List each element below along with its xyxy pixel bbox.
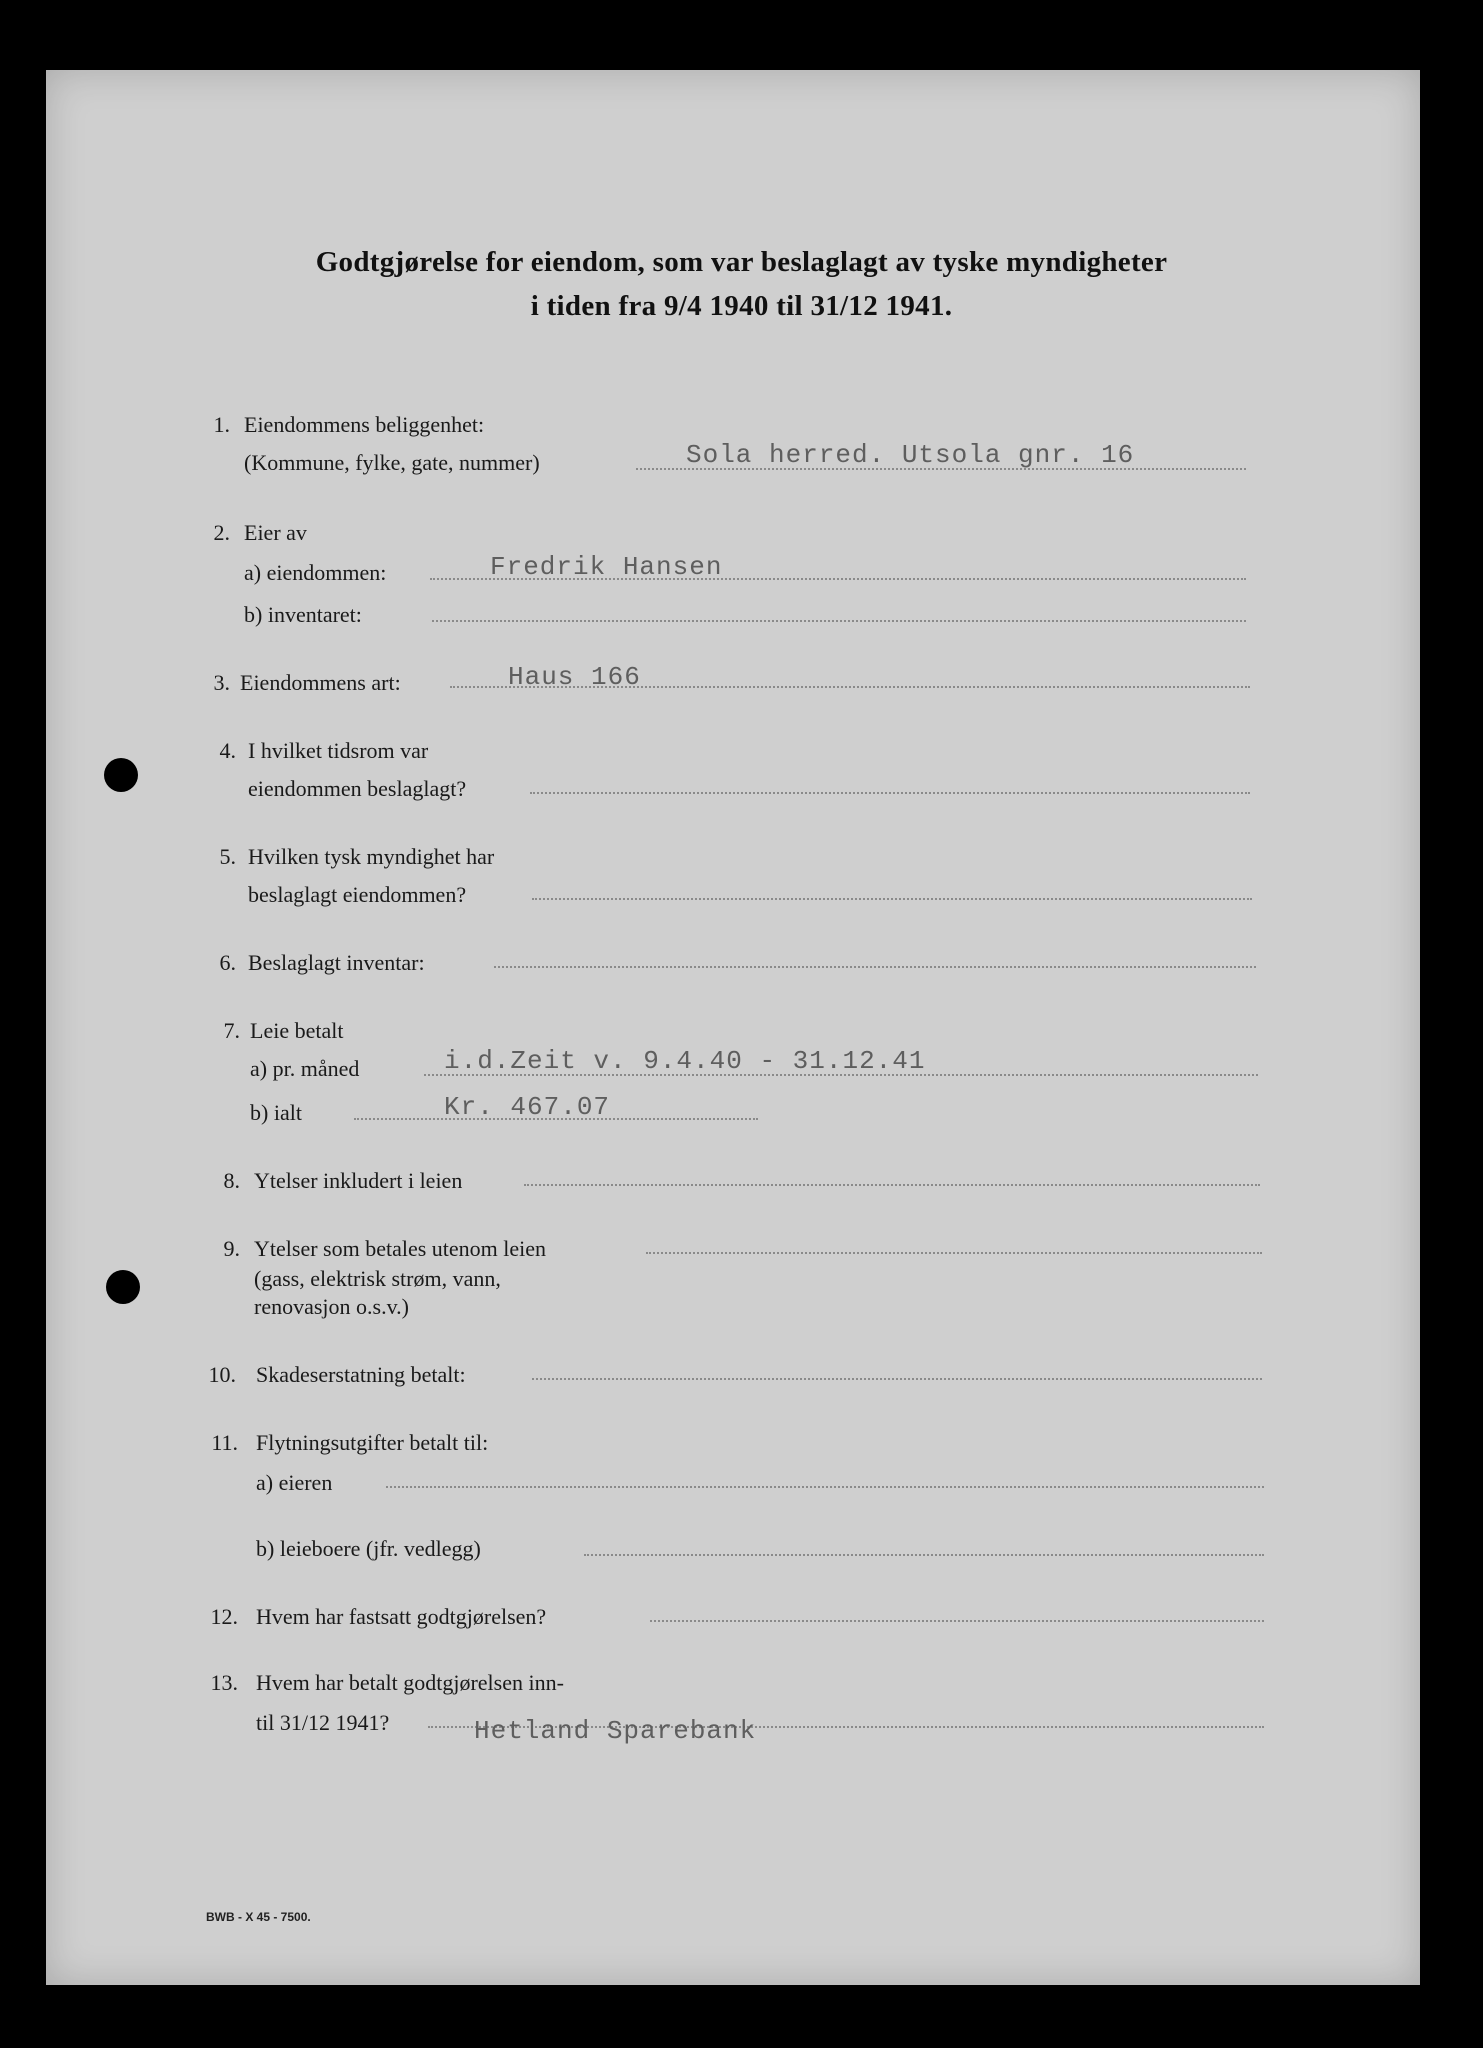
item-5-label: Hvilken tysk myndighet har (248, 844, 495, 869)
item-4-label: I hvilket tidsrom var (248, 738, 429, 763)
form-code: BWB - X 45 - 7500. (206, 1910, 311, 1924)
item-2-number: 2. (213, 520, 230, 545)
item-5-number: 5. (219, 844, 236, 869)
item-9-sublabel: (gass, elektrisk strøm, vann, (254, 1266, 501, 1291)
item-7a-value: i.d.Zeit v. 9.4.40 - 31.12.41 (444, 1046, 926, 1076)
item-10-field-line (532, 1378, 1262, 1380)
item-11-number: 11. (211, 1430, 238, 1455)
item-5-sublabel: beslaglagt eiendommen? (248, 882, 467, 907)
item-2b-label: b) inventaret: (244, 602, 362, 627)
title-line-2: i tiden fra 9/4 1940 til 31/12 1941. (530, 290, 953, 322)
item-4-sublabel: eiendommen beslaglagt? (248, 776, 467, 801)
item-7b-value: Kr. 467.07 (444, 1092, 611, 1122)
item-2b-field-line (432, 620, 1246, 622)
item-3-value: Haus 166 (508, 662, 641, 692)
item-11a-label: a) eieren (256, 1470, 333, 1495)
item-5-field-line (532, 898, 1252, 900)
item-7a-label: a) pr. måned (250, 1056, 360, 1081)
item-7-label: Leie betalt (250, 1018, 344, 1043)
title-line-1: Godtgjørelse for eiendom, som var beslaglagt av tyske myndigheter (315, 246, 1168, 278)
item-10-label: Skadeserstatning betalt: (256, 1362, 466, 1387)
item-9-field-line (646, 1252, 1262, 1254)
item-8-label: Ytelser inkludert i leien (254, 1168, 463, 1193)
item-8-field-line (524, 1184, 1260, 1186)
item-3-number: 3. (213, 670, 230, 695)
item-1-number: 1. (213, 412, 230, 437)
item-11-label: Flytningsutgifter betalt til: (256, 1430, 489, 1455)
item-12-label: Hvem har fastsatt godtgjørelsen? (256, 1604, 547, 1629)
item-3-label: Eiendommens art: (240, 670, 401, 695)
item-2a-label: a) eiendommen: (244, 560, 387, 585)
punch-hole (106, 1270, 140, 1304)
item-12-field-line (650, 1620, 1264, 1622)
item-4-field-line (530, 792, 1250, 794)
item-6-number: 6. (219, 950, 236, 975)
item-4-number: 4. (219, 738, 236, 763)
item-11b-field-line (584, 1554, 1264, 1556)
punch-hole (104, 758, 138, 792)
item-7b-label: b) ialt (250, 1100, 302, 1125)
item-1-value: Sola herred. Utsola gnr. 16 (686, 440, 1135, 470)
item-6-label: Beslaglagt inventar: (248, 950, 425, 975)
item-13-label: Hvem har betalt godtgjørelsen inn- (256, 1670, 564, 1695)
item-7-number: 7. (223, 1018, 240, 1043)
item-2-label: Eier av (244, 520, 307, 545)
item-11b-label: b) leieboere (jfr. vedlegg) (256, 1536, 481, 1561)
item-9-label: Ytelser som betales utenom leien (254, 1236, 547, 1261)
item-12-number: 12. (210, 1604, 238, 1629)
item-8-number: 8. (223, 1168, 240, 1193)
item-11a-field-line (386, 1486, 1264, 1488)
item-2a-value: Fredrik Hansen (490, 552, 723, 582)
item-13-number: 13. (210, 1670, 238, 1695)
item-9-sublabel-2: renovasjon o.s.v.) (254, 1294, 409, 1319)
item-6-field-line (494, 966, 1256, 968)
item-13-value: Hetland Sparebank (474, 1716, 757, 1746)
item-1-sublabel: (Kommune, fylke, gate, nummer) (244, 450, 540, 475)
item-10-number: 10. (208, 1362, 236, 1387)
item-9-number: 9. (223, 1236, 240, 1261)
item-13-sublabel: til 31/12 1941? (256, 1710, 390, 1735)
item-1-label: Eiendommens beliggenhet: (244, 412, 485, 437)
